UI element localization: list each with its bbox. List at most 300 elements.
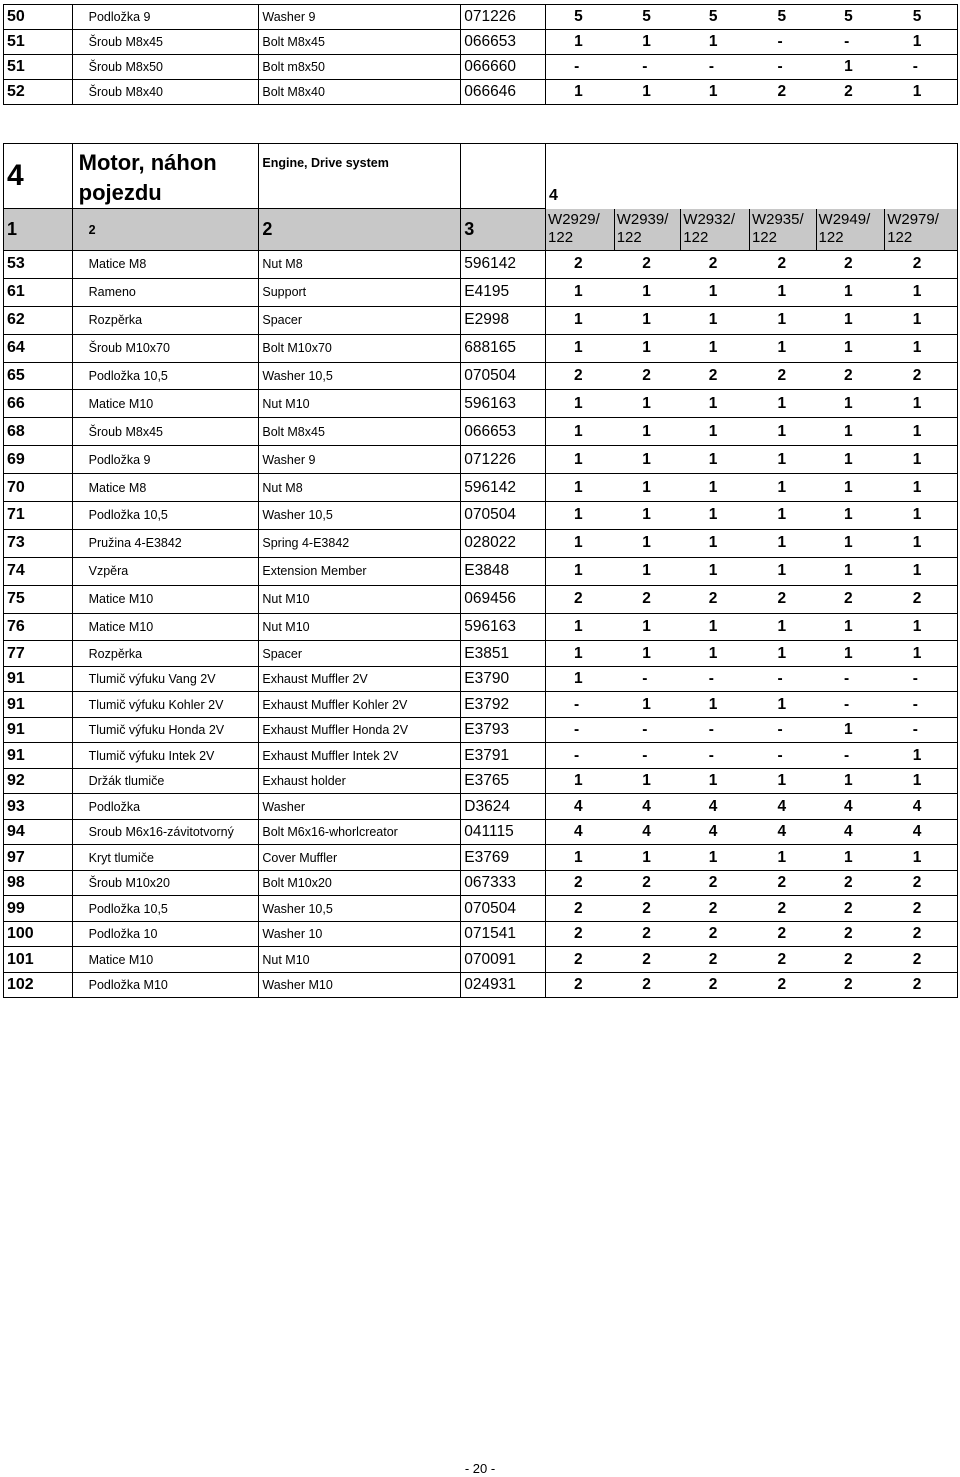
part-quantity: -: [614, 55, 681, 80]
part-quantity: 1: [816, 334, 885, 362]
part-code: 071226: [461, 5, 546, 30]
part-quantity: 1: [681, 845, 750, 871]
part-name-cz: Sroub M6x16-závitotvorný: [72, 819, 259, 845]
table-row: [4, 666, 958, 692]
part-quantity: 1: [614, 80, 681, 105]
part-quantity: 1: [681, 768, 750, 794]
part-position: 64: [4, 334, 73, 362]
part-name-en: Spacer: [259, 641, 461, 667]
part-quantity: 4: [749, 794, 816, 820]
table-row: [4, 845, 958, 871]
part-quantity: -: [885, 692, 958, 718]
part-code: 028022: [461, 529, 546, 557]
part-quantity: 1: [614, 613, 681, 641]
part-position: 71: [4, 502, 73, 530]
part-code: 071226: [461, 446, 546, 474]
section-title-cz: Motor, náhon pojezdu: [72, 144, 259, 209]
part-name-en: Extension Member: [259, 557, 461, 585]
part-quantity: 2: [546, 251, 615, 279]
part-code: 066660: [461, 55, 546, 80]
model-header: W2979/ 122: [885, 209, 958, 251]
table-row: [4, 5, 958, 30]
part-quantity: 2: [885, 896, 958, 922]
part-name-cz: Držák tlumiče: [72, 768, 259, 794]
part-quantity: 2: [749, 921, 816, 947]
section-number: 4: [4, 144, 73, 209]
part-name-en: Nut M10: [259, 585, 461, 613]
part-name-cz: Tlumič výfuku Honda 2V: [72, 717, 259, 743]
parts-table-engine: [3, 143, 958, 998]
part-position: 51: [4, 55, 73, 80]
part-quantity: 1: [749, 418, 816, 446]
part-name-en: Washer: [259, 794, 461, 820]
part-quantity: 2: [749, 870, 816, 896]
part-quantity: 2: [816, 251, 885, 279]
part-quantity: 1: [546, 613, 615, 641]
part-quantity: 2: [614, 870, 681, 896]
part-code: 066653: [461, 418, 546, 446]
model-header: W2939/ 122: [614, 209, 681, 251]
part-quantity: 1: [681, 502, 750, 530]
part-quantity: 1: [614, 692, 681, 718]
part-quantity: 4: [614, 794, 681, 820]
part-name-cz: Podložka 10,5: [72, 896, 259, 922]
part-quantity: -: [885, 55, 958, 80]
part-quantity: 1: [681, 278, 750, 306]
col-header-code: 3: [461, 209, 546, 251]
part-quantity: 2: [885, 972, 958, 998]
part-name-cz: Matice M10: [72, 613, 259, 641]
table-row: [4, 921, 958, 947]
part-quantity: 1: [546, 390, 615, 418]
part-quantity: -: [885, 717, 958, 743]
part-quantity: 1: [885, 641, 958, 667]
part-code: E3765: [461, 768, 546, 794]
part-name-en: Washer 10,5: [259, 502, 461, 530]
table-row: [4, 529, 958, 557]
part-quantity: 4: [681, 819, 750, 845]
model-header: W2949/ 122: [816, 209, 885, 251]
part-code: E3848: [461, 557, 546, 585]
part-position: 102: [4, 972, 73, 998]
part-name-en: Nut M10: [259, 613, 461, 641]
part-quantity: 2: [816, 80, 885, 105]
part-quantity: 2: [681, 362, 750, 390]
part-name-en: Washer 10,5: [259, 362, 461, 390]
model-header: W2935/ 122: [749, 209, 816, 251]
part-position: 75: [4, 585, 73, 613]
part-quantity: 2: [546, 362, 615, 390]
part-quantity: 1: [614, 30, 681, 55]
part-quantity: 1: [681, 418, 750, 446]
part-quantity: 2: [546, 896, 615, 922]
part-name-en: Exhaust Muffler Intek 2V: [259, 743, 461, 769]
part-quantity: 1: [816, 390, 885, 418]
part-name-cz: Matice M8: [72, 251, 259, 279]
table-row: [4, 390, 958, 418]
part-quantity: 1: [885, 30, 958, 55]
part-quantity: 1: [749, 529, 816, 557]
part-name-cz: Podložka 9: [72, 5, 259, 30]
part-quantity: 1: [749, 474, 816, 502]
part-quantity: 4: [614, 819, 681, 845]
part-quantity: 1: [885, 418, 958, 446]
part-quantity: 1: [885, 474, 958, 502]
part-quantity: 1: [614, 446, 681, 474]
table-row: [4, 717, 958, 743]
part-quantity: 1: [816, 418, 885, 446]
table-row: [4, 446, 958, 474]
part-quantity: 2: [749, 585, 816, 613]
part-name-cz: Pružina 4-E3842: [72, 529, 259, 557]
part-quantity: 1: [546, 529, 615, 557]
part-position: 73: [4, 529, 73, 557]
part-name-en: Washer 10: [259, 921, 461, 947]
part-quantity: 2: [885, 947, 958, 973]
part-position: 91: [4, 743, 73, 769]
part-name-en: Washer M10: [259, 972, 461, 998]
part-position: 92: [4, 768, 73, 794]
part-name-en: Exhaust Muffler Honda 2V: [259, 717, 461, 743]
section-empty-cell: [461, 144, 546, 209]
part-quantity: 1: [681, 390, 750, 418]
part-name-en: Nut M8: [259, 474, 461, 502]
part-quantity: -: [546, 55, 615, 80]
part-quantity: 2: [614, 585, 681, 613]
part-quantity: 1: [816, 529, 885, 557]
part-quantity: 1: [816, 717, 885, 743]
part-quantity: 1: [885, 80, 958, 105]
part-name-cz: Matice M8: [72, 474, 259, 502]
parts-table-continued: [3, 4, 958, 105]
part-name-cz: Vzpěra: [72, 557, 259, 585]
part-quantity: 2: [681, 870, 750, 896]
part-name-cz: Tlumič výfuku Intek 2V: [72, 743, 259, 769]
part-name-en: Bolt M8x45: [259, 418, 461, 446]
part-position: 77: [4, 641, 73, 667]
part-quantity: 1: [816, 845, 885, 871]
part-name-en: Nut M10: [259, 390, 461, 418]
part-quantity: 1: [885, 743, 958, 769]
part-quantity: 1: [614, 641, 681, 667]
part-code: E3793: [461, 717, 546, 743]
part-quantity: 1: [546, 845, 615, 871]
part-name-cz: Podložka 10: [72, 921, 259, 947]
part-quantity: 4: [816, 794, 885, 820]
column-header-row: [4, 209, 958, 251]
part-quantity: 2: [816, 896, 885, 922]
part-quantity: 2: [885, 362, 958, 390]
part-name-en: Exhaust Muffler Kohler 2V: [259, 692, 461, 718]
part-position: 66: [4, 390, 73, 418]
part-code: 024931: [461, 972, 546, 998]
part-quantity: 1: [614, 306, 681, 334]
part-name-cz: Matice M10: [72, 390, 259, 418]
part-quantity: 1: [614, 474, 681, 502]
part-name-cz: Rameno: [72, 278, 259, 306]
part-quantity: 2: [885, 921, 958, 947]
part-code: 070504: [461, 362, 546, 390]
part-name-cz: Rozpěrka: [72, 306, 259, 334]
top-table-body: [4, 5, 958, 105]
part-quantity: 1: [681, 306, 750, 334]
part-quantity: 1: [885, 529, 958, 557]
part-quantity: 1: [546, 641, 615, 667]
part-quantity: 4: [816, 819, 885, 845]
part-quantity: 1: [749, 390, 816, 418]
part-quantity: 5: [885, 5, 958, 30]
part-name-en: Bolt M10x70: [259, 334, 461, 362]
part-quantity: -: [614, 717, 681, 743]
table-row: [4, 585, 958, 613]
part-quantity: 1: [614, 768, 681, 794]
part-quantity: 1: [885, 446, 958, 474]
part-quantity: -: [546, 692, 615, 718]
part-quantity: 2: [816, 585, 885, 613]
part-name-cz: Kryt tlumiče: [72, 845, 259, 871]
part-name-cz: Šroub M8x50: [72, 55, 259, 80]
part-code: 041115: [461, 819, 546, 845]
part-quantity: 2: [749, 947, 816, 973]
part-quantity: 1: [546, 418, 615, 446]
part-quantity: 1: [681, 613, 750, 641]
table-row: [4, 251, 958, 279]
model-header: W2932/ 122: [681, 209, 750, 251]
part-quantity: 1: [681, 529, 750, 557]
part-name-en: Bolt M10x20: [259, 870, 461, 896]
table-row: [4, 80, 958, 105]
part-position: 93: [4, 794, 73, 820]
part-code: 596163: [461, 613, 546, 641]
part-code: 070504: [461, 502, 546, 530]
part-name-cz: Podložka 10,5: [72, 502, 259, 530]
part-quantity: 1: [546, 334, 615, 362]
part-quantity: 1: [885, 845, 958, 871]
part-quantity: 1: [885, 768, 958, 794]
part-code: E4195: [461, 278, 546, 306]
part-code: 071541: [461, 921, 546, 947]
part-quantity: 1: [816, 502, 885, 530]
part-quantity: 1: [816, 768, 885, 794]
part-position: 70: [4, 474, 73, 502]
part-quantity: 2: [885, 585, 958, 613]
part-quantity: 1: [546, 446, 615, 474]
table-row: [4, 334, 958, 362]
part-quantity: 1: [816, 641, 885, 667]
part-quantity: 2: [816, 870, 885, 896]
part-quantity: 1: [681, 334, 750, 362]
part-name-en: Bolt M8x40: [259, 80, 461, 105]
part-quantity: 1: [816, 278, 885, 306]
part-position: 65: [4, 362, 73, 390]
part-code: 070091: [461, 947, 546, 973]
part-code: 596163: [461, 390, 546, 418]
part-quantity: 1: [749, 641, 816, 667]
part-position: 74: [4, 557, 73, 585]
part-position: 50: [4, 5, 73, 30]
part-quantity: 1: [546, 768, 615, 794]
part-name-cz: Tlumič výfuku Kohler 2V: [72, 692, 259, 718]
part-quantity: 1: [816, 55, 885, 80]
part-position: 68: [4, 418, 73, 446]
part-position: 69: [4, 446, 73, 474]
part-quantity: 1: [546, 557, 615, 585]
part-quantity: -: [816, 30, 885, 55]
part-code: E3790: [461, 666, 546, 692]
part-quantity: 1: [546, 30, 615, 55]
part-quantity: 4: [546, 819, 615, 845]
part-quantity: -: [749, 717, 816, 743]
section-title-en: Engine, Drive system: [259, 144, 461, 209]
part-quantity: -: [614, 666, 681, 692]
part-position: 99: [4, 896, 73, 922]
table-row: [4, 613, 958, 641]
part-quantity: 2: [749, 896, 816, 922]
part-quantity: 2: [816, 362, 885, 390]
part-quantity: 1: [546, 80, 615, 105]
part-name-cz: Matice M10: [72, 947, 259, 973]
part-code: D3624: [461, 794, 546, 820]
part-quantity: 1: [885, 306, 958, 334]
part-quantity: 1: [546, 278, 615, 306]
part-quantity: 2: [614, 947, 681, 973]
table-row: [4, 418, 958, 446]
part-quantity: 1: [614, 418, 681, 446]
part-quantity: 1: [816, 613, 885, 641]
part-quantity: 1: [546, 666, 615, 692]
part-quantity: -: [546, 743, 615, 769]
part-name-cz: Podložka M10: [72, 972, 259, 998]
part-quantity: 2: [546, 870, 615, 896]
part-quantity: -: [749, 55, 816, 80]
part-quantity: 1: [614, 845, 681, 871]
part-quantity: -: [681, 743, 750, 769]
section-sub-number: 4: [546, 144, 958, 209]
part-quantity: -: [749, 743, 816, 769]
part-name-cz: Podložka 10,5: [72, 362, 259, 390]
part-code: E2998: [461, 306, 546, 334]
part-quantity: 4: [546, 794, 615, 820]
part-quantity: 2: [681, 972, 750, 998]
part-code: E3791: [461, 743, 546, 769]
part-quantity: 5: [749, 5, 816, 30]
part-quantity: 1: [614, 390, 681, 418]
part-quantity: -: [816, 666, 885, 692]
part-code: E3792: [461, 692, 546, 718]
part-quantity: 4: [885, 794, 958, 820]
part-name-cz: Rozpěrka: [72, 641, 259, 667]
part-quantity: 5: [816, 5, 885, 30]
col-header-name-cz: 2: [72, 209, 259, 251]
part-quantity: 4: [749, 819, 816, 845]
part-position: 51: [4, 30, 73, 55]
part-quantity: 1: [885, 502, 958, 530]
part-quantity: 1: [681, 80, 750, 105]
part-quantity: 5: [681, 5, 750, 30]
part-quantity: 5: [546, 5, 615, 30]
part-name-en: Washer 9: [259, 5, 461, 30]
part-position: 91: [4, 692, 73, 718]
part-name-en: Spacer: [259, 306, 461, 334]
part-quantity: 2: [816, 972, 885, 998]
part-quantity: 2: [749, 251, 816, 279]
part-name-en: Nut M8: [259, 251, 461, 279]
part-name-cz: Tlumič výfuku Vang 2V: [72, 666, 259, 692]
part-name-en: Bolt M6x16-whorlcreator: [259, 819, 461, 845]
part-quantity: -: [816, 743, 885, 769]
part-code: 688165: [461, 334, 546, 362]
part-name-en: Spring 4-E3842: [259, 529, 461, 557]
part-name-cz: Šroub M10x70: [72, 334, 259, 362]
part-quantity: -: [816, 692, 885, 718]
part-quantity: 2: [681, 585, 750, 613]
part-name-cz: Šroub M8x45: [72, 30, 259, 55]
part-quantity: 1: [681, 30, 750, 55]
part-quantity: 5: [614, 5, 681, 30]
part-code: 066646: [461, 80, 546, 105]
part-quantity: 2: [749, 362, 816, 390]
part-quantity: 4: [885, 819, 958, 845]
part-quantity: 1: [885, 278, 958, 306]
part-quantity: -: [614, 743, 681, 769]
table-row: [4, 641, 958, 667]
table-row: [4, 30, 958, 55]
part-quantity: 2: [614, 972, 681, 998]
part-name-en: Support: [259, 278, 461, 306]
table-row: [4, 870, 958, 896]
table-row: [4, 947, 958, 973]
part-position: 91: [4, 666, 73, 692]
part-code: E3769: [461, 845, 546, 871]
part-quantity: 1: [614, 278, 681, 306]
part-name-en: Nut M10: [259, 947, 461, 973]
part-position: 101: [4, 947, 73, 973]
part-quantity: 1: [749, 845, 816, 871]
col-header-position: 1: [4, 209, 73, 251]
part-quantity: 2: [749, 972, 816, 998]
part-position: 76: [4, 613, 73, 641]
part-name-en: Washer 9: [259, 446, 461, 474]
part-quantity: 2: [614, 896, 681, 922]
table-row: [4, 362, 958, 390]
part-quantity: 1: [885, 557, 958, 585]
part-quantity: 1: [816, 557, 885, 585]
table-row: [4, 692, 958, 718]
part-name-en: Washer 10,5: [259, 896, 461, 922]
table-row: [4, 474, 958, 502]
table-row: [4, 55, 958, 80]
part-name-cz: Podložka: [72, 794, 259, 820]
part-quantity: 2: [816, 921, 885, 947]
part-quantity: 1: [681, 641, 750, 667]
model-header: W2929/ 122: [546, 209, 615, 251]
part-quantity: 1: [885, 334, 958, 362]
part-quantity: -: [749, 666, 816, 692]
part-quantity: 1: [681, 446, 750, 474]
part-quantity: 2: [681, 251, 750, 279]
part-name-en: Exhaust Muffler 2V: [259, 666, 461, 692]
part-name-cz: Šroub M8x40: [72, 80, 259, 105]
part-code: 067333: [461, 870, 546, 896]
part-quantity: 1: [681, 692, 750, 718]
part-quantity: -: [681, 717, 750, 743]
part-name-en: Exhaust holder: [259, 768, 461, 794]
part-quantity: 1: [614, 557, 681, 585]
part-quantity: -: [885, 666, 958, 692]
part-quantity: 1: [749, 446, 816, 474]
part-quantity: 1: [546, 502, 615, 530]
part-quantity: 1: [749, 502, 816, 530]
